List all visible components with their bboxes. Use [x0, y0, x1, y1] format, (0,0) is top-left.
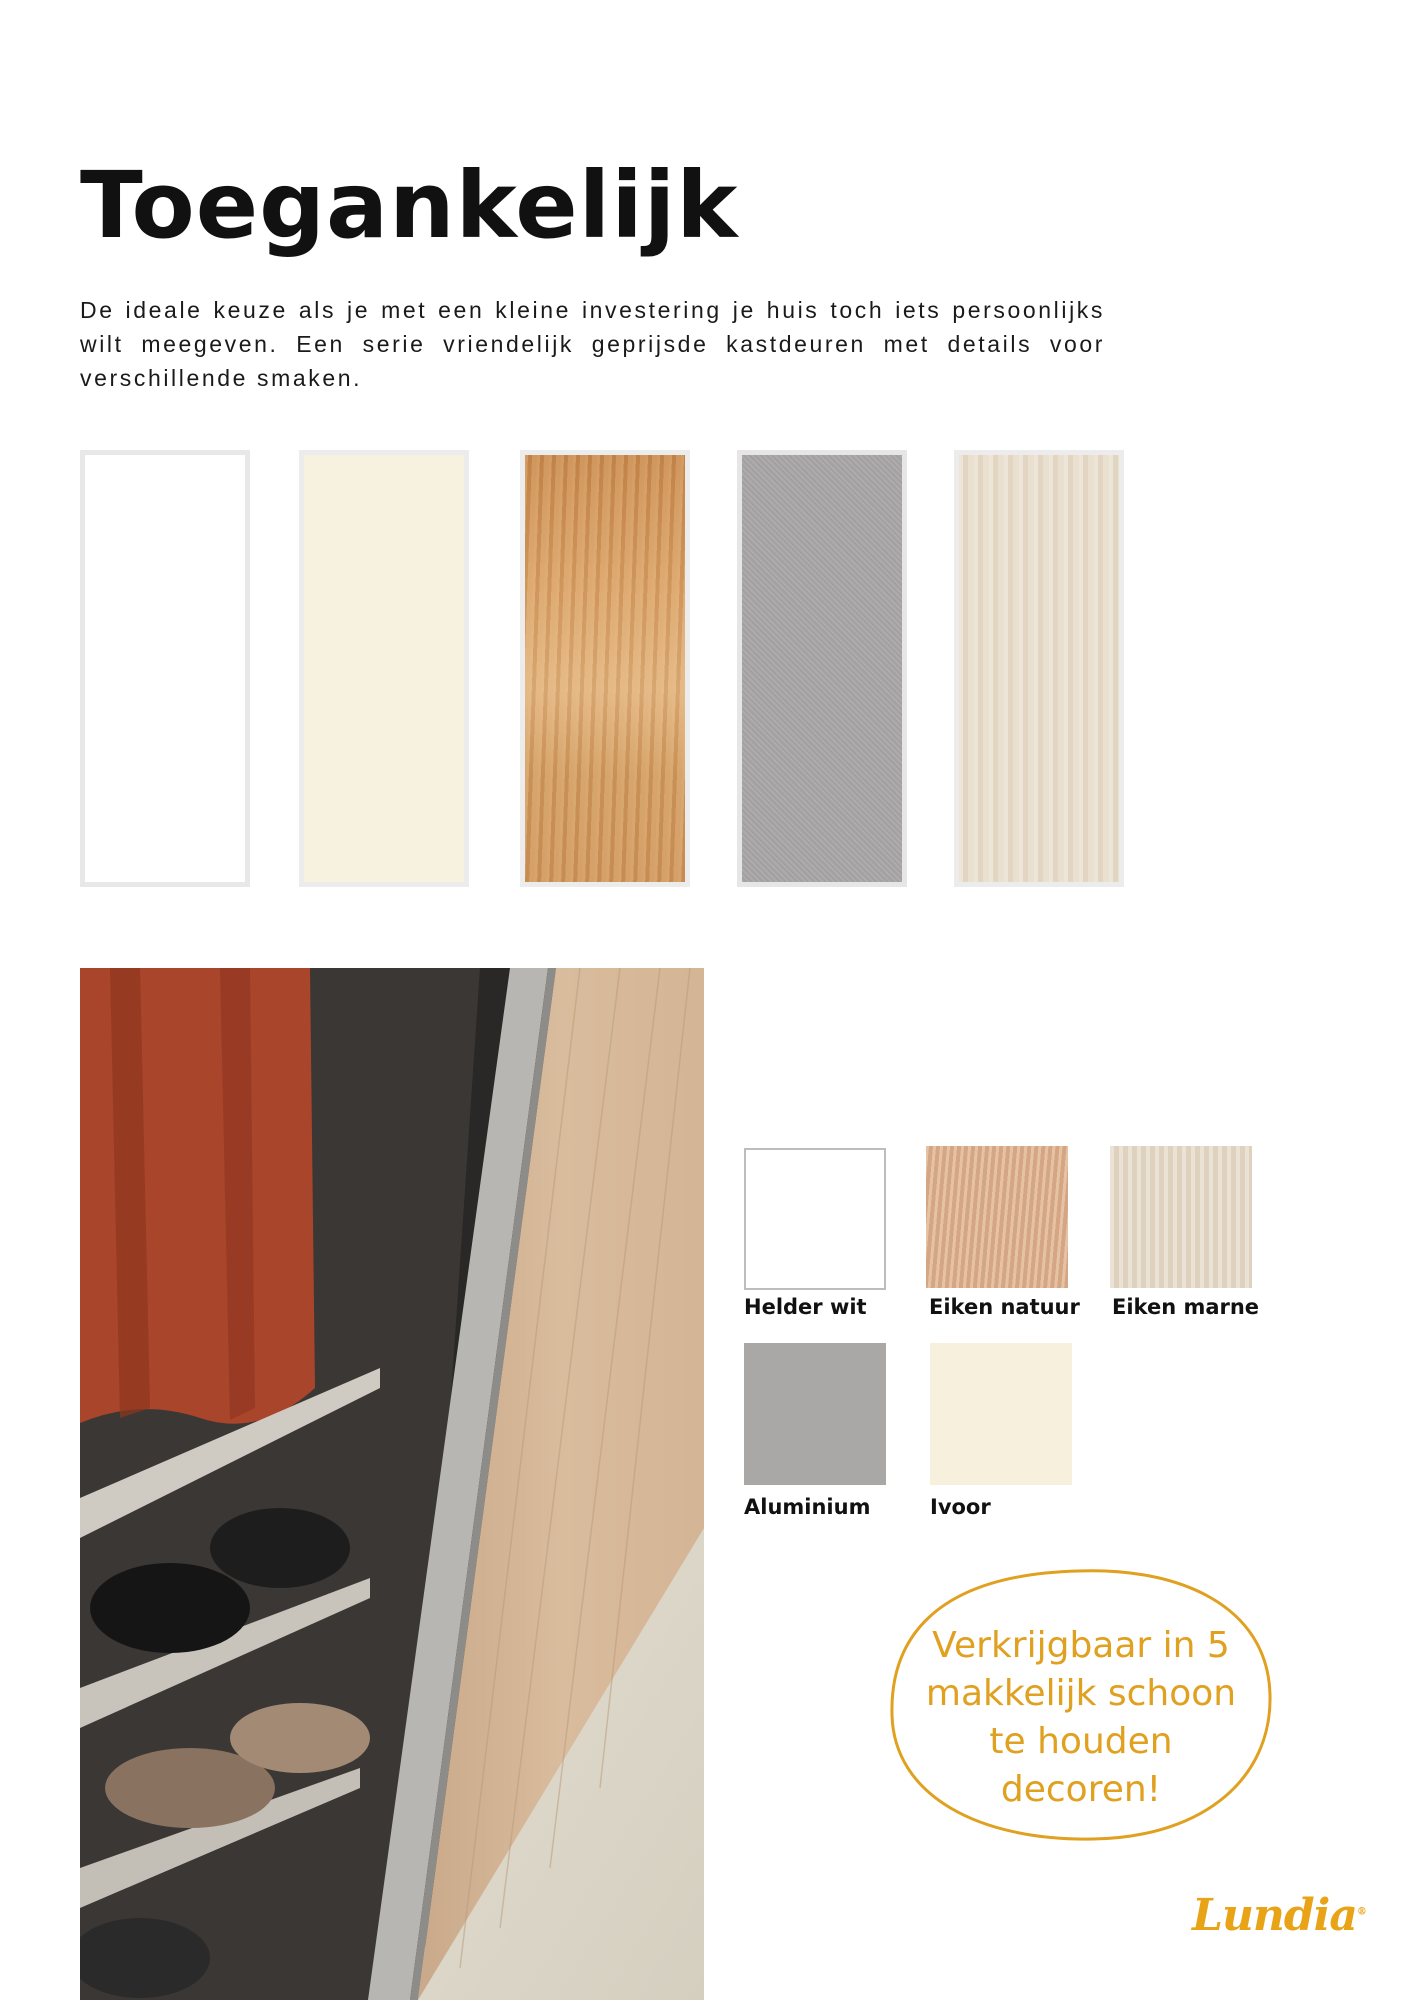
- swatch-label: Helder wit: [744, 1295, 867, 1319]
- callout-line: te houden: [989, 1721, 1173, 1762]
- swatch-label: Ivoor: [930, 1495, 991, 1519]
- callout-line: makkelijk schoon: [925, 1673, 1237, 1714]
- door-panel-eiken-marne: [954, 450, 1124, 887]
- swatch-aluminium: [744, 1343, 886, 1485]
- callout-text: [888, 1622, 1274, 1814]
- intro-paragraph: De ideale keuze als je met een kleine investering je huis toch iets persoonlijks wilt meegeven. Een serie vriendelijk geprijsde kastdeuren met details voor verschillende smaken.: [80, 297, 1105, 391]
- callout-bubble: [888, 1565, 1274, 1845]
- swatch-label: Eiken marne: [1112, 1295, 1260, 1319]
- swatch-eiken-natuur: [926, 1146, 1068, 1288]
- door-panel-ivoor: [299, 450, 469, 887]
- callout-line: decoren!: [1000, 1769, 1162, 1810]
- door-panel-helder-wit: [80, 450, 250, 887]
- door-panel-eiken-natuur: [520, 450, 690, 887]
- lundia-logo: Lundia®: [1192, 1890, 1366, 1941]
- swatch-eiken-marne: [1110, 1146, 1252, 1288]
- callout-line: Verkrijgbaar in 5: [932, 1625, 1230, 1666]
- swatch-helder-wit: [744, 1148, 886, 1290]
- logo-text: Lundia: [1192, 1890, 1357, 1941]
- door-panel-aluminium: [737, 450, 907, 887]
- page-title: Toegankelijk: [80, 152, 739, 259]
- wardrobe-photo: [80, 968, 704, 2000]
- swatch-label: Eiken natuur: [929, 1295, 1080, 1319]
- swatch-label: Aluminium: [744, 1495, 871, 1519]
- swatch-ivoor: [930, 1343, 1072, 1485]
